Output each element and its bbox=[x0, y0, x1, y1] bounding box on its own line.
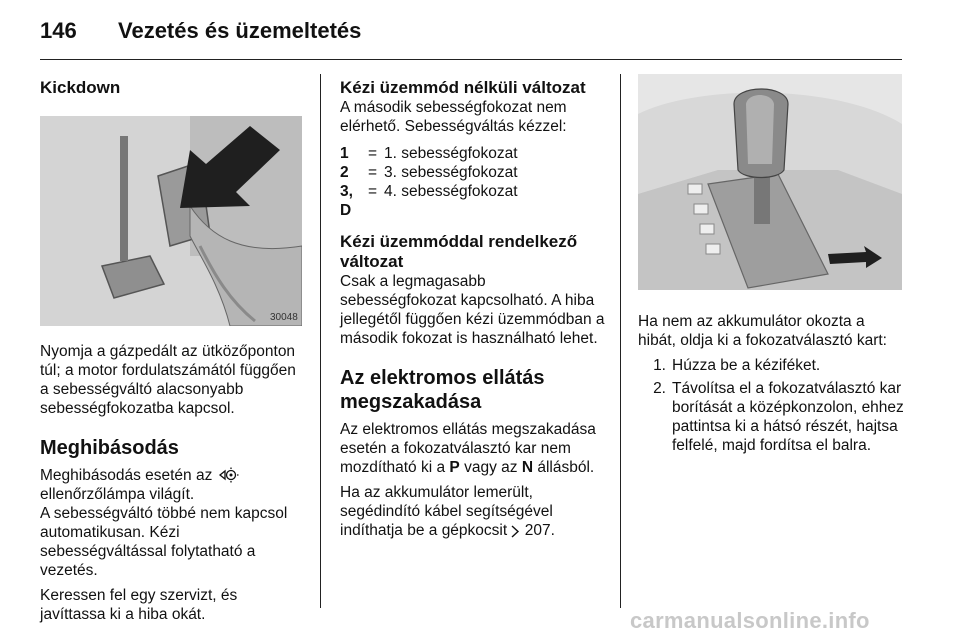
fault-text bbox=[40, 466, 306, 504]
gear-key: 2 bbox=[340, 164, 349, 181]
watermark: carmanualsonline.info bbox=[630, 608, 870, 633]
figure-code: 30048 bbox=[270, 312, 298, 323]
step-text: Távolítsa el a fokozatválasztó kar borítását a középkonzolon, ehhez pattintsa ki a hátsó részét, hajtsa felfelé, majd fordítsa el balra. bbox=[672, 380, 904, 454]
step-text: Húzza be a kéziféket. bbox=[672, 357, 821, 374]
list-item bbox=[638, 356, 904, 375]
fault-text-3: Keressen fel egy szervizt, és javíttassa ki a hiba okát. bbox=[40, 587, 238, 623]
gear-eq: = bbox=[368, 145, 378, 162]
step-number: 2. bbox=[653, 380, 666, 397]
gear-row bbox=[340, 144, 606, 163]
power-text-2 bbox=[340, 483, 606, 540]
gear-key: 3, D bbox=[340, 183, 353, 219]
gear-eq: = bbox=[368, 183, 378, 200]
gear-selector-illustration bbox=[638, 74, 902, 290]
list-item bbox=[638, 379, 904, 455]
kickdown-heading: Kickdown bbox=[40, 78, 121, 97]
kickdown-text: Nyomja a gázpedált az ütközőponton túl; a motor fordulatszámától függően a sebességváltó alacsonyabb sebességfokozatba kapcsol. bbox=[40, 343, 296, 417]
gear-row bbox=[340, 182, 606, 220]
page-header bbox=[40, 18, 920, 58]
pedal-illustration bbox=[40, 116, 302, 326]
column-1 bbox=[40, 70, 306, 624]
gear-value: 4. sebességfokozat bbox=[384, 183, 518, 200]
fault-text-after: ellenőrzőlámpa világít. bbox=[40, 486, 195, 503]
with-manual-heading: Kézi üzemmóddal rendelkező változat bbox=[340, 232, 578, 271]
no-manual-heading: Kézi üzemmód nélküli változat bbox=[340, 78, 586, 97]
column-divider-2 bbox=[620, 74, 621, 608]
position-n: N bbox=[521, 459, 534, 476]
battery-intro: Ha nem az akkumulátor okozta a hibát, oldja ki a fokozatválasztó kart: bbox=[638, 313, 887, 349]
gear-value: 1. sebességfokozat bbox=[384, 145, 518, 162]
step-list bbox=[638, 356, 904, 455]
page-number: 146 bbox=[40, 18, 77, 43]
fault-text-before: Meghibásodás esetén az bbox=[40, 467, 213, 484]
power-text-2a: Ha az akkumulátor lemerült, segédindító kábel segítségével indíthatja be a gépkocsit bbox=[340, 484, 553, 539]
gear-key: 1 bbox=[340, 145, 349, 162]
reference-page-link[interactable]: 207. bbox=[524, 522, 555, 539]
power-text-c: állásból. bbox=[537, 459, 595, 476]
wrench-gear-warning-icon bbox=[217, 467, 239, 483]
gear-list bbox=[340, 144, 606, 220]
gear-value: 3. sebességfokozat bbox=[384, 164, 518, 181]
power-text-a: Az elektromos ellátás megszakadása esetén a fokozatválasztó kar nem mozdítható ki a bbox=[340, 421, 596, 476]
page-title: Vezetés és üzemeltetés bbox=[118, 18, 362, 43]
gear-selector-figure bbox=[638, 74, 902, 290]
no-manual-text: A második sebességfokozat nem elérhető. Sebességváltás kézzel: bbox=[340, 99, 567, 135]
step-number: 1. bbox=[653, 357, 666, 374]
gear-row bbox=[340, 163, 606, 182]
column-2 bbox=[340, 70, 606, 540]
column-divider-1 bbox=[320, 74, 321, 608]
position-p: P bbox=[449, 459, 460, 476]
column-3 bbox=[638, 70, 904, 459]
power-text-b: vagy az bbox=[464, 459, 518, 476]
power-text bbox=[340, 420, 606, 477]
power-heading: Az elektromos ellátás megszakadása bbox=[340, 367, 545, 413]
kickdown-figure bbox=[40, 116, 302, 326]
header-rule bbox=[40, 59, 902, 60]
fault-heading: Meghibásodás bbox=[40, 437, 179, 459]
arrow-reference-icon bbox=[511, 525, 520, 538]
gear-eq: = bbox=[368, 164, 378, 181]
with-manual-text: Csak a legmagasabb sebességfokozat kapcsolható. A hiba jellegétől függően kézi üzemmódban a második fokozat is használható lehet. bbox=[340, 273, 605, 347]
fault-text-2: A sebességváltó többé nem kapcsol automatikusan. Kézi sebességváltással folytatható a vezetés. bbox=[40, 505, 288, 579]
